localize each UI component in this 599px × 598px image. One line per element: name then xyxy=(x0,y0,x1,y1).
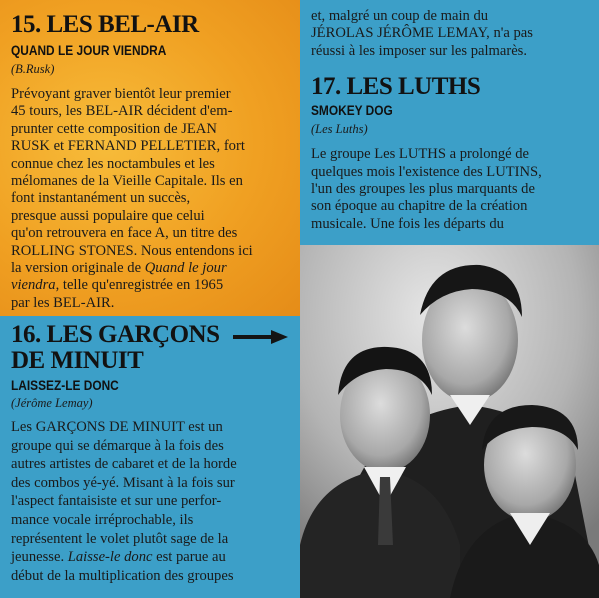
body-line: ROLLING STONES. Nous entendons ici xyxy=(11,242,253,259)
body-line: par les BEL-AIR. xyxy=(11,294,115,311)
section-15-title: 15. LES BEL-AIR xyxy=(11,11,199,38)
right-arrow-icon xyxy=(233,330,288,344)
section-16-panel xyxy=(0,316,300,598)
italic-song-title: Laisse-le donc xyxy=(67,549,153,566)
section-17-credit: (Les Luths) xyxy=(311,122,368,137)
section-17-title: 17. LES LUTHS xyxy=(311,73,481,101)
body-line: connue chez les noctambules et les xyxy=(11,155,215,172)
body-line: JÉROLAS JÉRÔME LEMAY, n'a pas xyxy=(311,25,533,42)
body-line: Prévoyant graver bientôt leur premier xyxy=(11,86,231,102)
section-16-title-line2: DE MINUIT xyxy=(11,347,144,374)
body-line: 45 tours, les BEL-AIR décident d'em- xyxy=(11,103,233,120)
section-15-credit: (B.Rusk) xyxy=(11,62,55,76)
body-text: est parue au xyxy=(152,549,226,566)
body-line: début de la multiplication des groupes xyxy=(11,567,234,584)
body-line: prunter cette composition de JEAN xyxy=(11,120,217,137)
body-line: réussi à les imposer sur les palmarès. xyxy=(311,42,528,59)
body-line: musicale. Une fois les départs du xyxy=(311,215,504,232)
section-17-body xyxy=(311,146,596,233)
body-line: représentent le volet plutôt sage de la xyxy=(11,530,229,547)
body-line xyxy=(11,260,296,277)
body-line: font instantanément un succès, xyxy=(11,190,191,207)
body-line: RUSK et FERNAND PELLETIER, fort xyxy=(11,138,245,155)
band-photo-illustration xyxy=(300,245,599,598)
section-16-song: LAISSEZ-LE DONC xyxy=(11,377,119,393)
body-line: groupe qui se démarque à la fois des xyxy=(11,437,224,454)
section-17-panel xyxy=(300,0,599,245)
section-15-panel xyxy=(0,0,300,316)
body-line: quelques mois l'existence des LUTINS, xyxy=(311,163,542,180)
italic-song-title-cont: viendra xyxy=(11,277,56,294)
continued-text xyxy=(311,8,596,60)
body-line: autres artistes de cabaret et de la horde xyxy=(11,456,237,473)
body-text: jeunesse. xyxy=(11,549,68,566)
section-17-song: SMOKEY DOG xyxy=(311,102,393,119)
body-text: la version originale de xyxy=(11,260,145,277)
band-photo xyxy=(300,245,599,598)
section-16-credit: (Jérôme Lemay) xyxy=(11,396,93,410)
body-line: qu'on retrouvera en face A, un titre des xyxy=(11,225,238,242)
body-line: l'un des groupes les plus marquants de xyxy=(311,181,535,198)
body-line: presque aussi populaire que celui xyxy=(11,207,205,224)
section-16-title-line1: 16. LES GARÇONS xyxy=(11,321,220,348)
body-line: et, malgré un coup de main du xyxy=(311,8,489,24)
body-line xyxy=(11,548,296,567)
section-16-body xyxy=(11,418,296,585)
body-line xyxy=(11,277,296,294)
body-text: , telle qu'enregistrée en 1965 xyxy=(55,277,224,294)
section-15-body xyxy=(11,86,296,312)
italic-song-title: Quand le jour xyxy=(144,260,227,277)
body-line: Les GARÇONS DE MINUIT est un xyxy=(11,419,223,435)
body-line: Le groupe Les LUTHS a prolongé de xyxy=(311,146,530,163)
section-15-song: QUAND LE JOUR VIENDRA xyxy=(11,42,167,58)
body-line: des combos yé-yé. Misant à la fois sur xyxy=(11,474,235,491)
body-line: mance vocale irréprochable, ils xyxy=(11,511,194,528)
body-line: son époque au chapitre de la création xyxy=(311,198,528,215)
body-line: l'aspect fantaisiste et sur une perfor- xyxy=(11,493,222,510)
body-line: mélomanes de la Vieille Capitale. Ils en xyxy=(11,173,243,190)
